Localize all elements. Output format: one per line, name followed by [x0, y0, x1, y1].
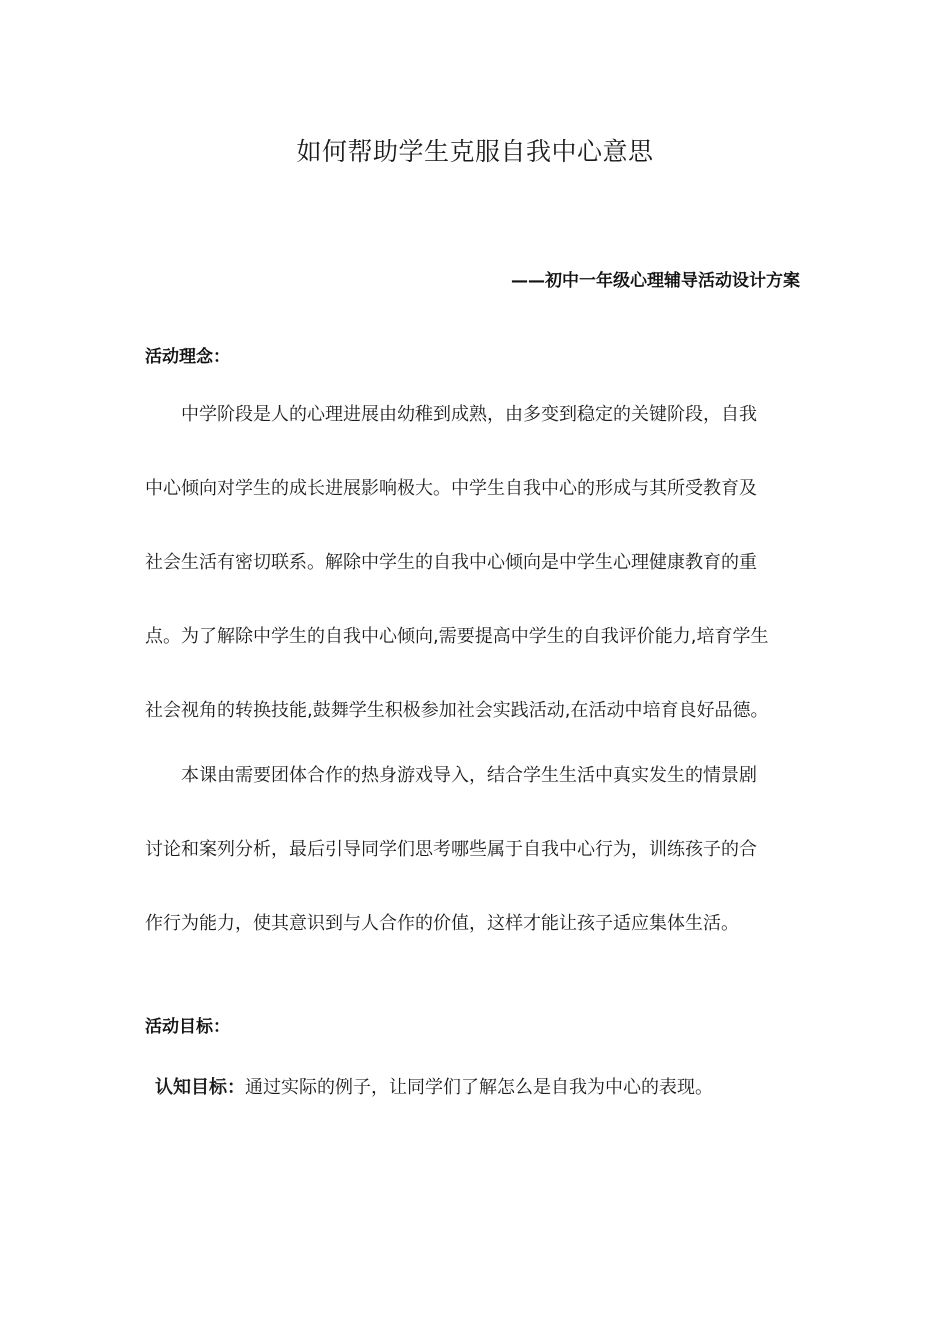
paragraph-line: 作行为能力，使其意识到与人合作的价值，这样才能让孩子适应集体生活。 [145, 913, 739, 934]
paragraph-line: 中心倾向对学生的成长进展影响极大。中学生自我中心的形成与其所受教育及 [145, 478, 757, 499]
paragraph-line: 本课由需要团体合作的热身游戏导入，结合学生生活中真实发生的情景剧 [181, 765, 757, 786]
paragraph-line: 讨论和案列分析，最后引导同学们思考哪些属于自我中心行为，训练孩子的合 [145, 839, 757, 860]
section-heading-concept: 活动理念： [145, 347, 230, 367]
paragraph-line: 中学阶段是人的心理进展由幼稚到成熟，由多变到稳定的关键阶段，自我 [181, 404, 757, 425]
concept-paragraph-2 [145, 764, 810, 986]
cognitive-goal-label: 认知目标： [155, 1077, 245, 1098]
paragraph-line: 点。为了解除中学生的自我中心倾向,需要提高中学生的自我评价能力,培育学生 [145, 626, 769, 647]
document-subtitle: ——初中一年级心理辅导活动设计方案 [511, 271, 800, 291]
concept-paragraph-1 [145, 403, 810, 773]
document-title: 如何帮助学生克服自我中心意思 [296, 137, 654, 166]
cognitive-goal [155, 1073, 713, 1099]
section-heading-goals: 活动目标： [145, 1017, 230, 1037]
cognitive-goal-text: 通过实际的例子，让同学们了解怎么是自我为中心的表现。 [245, 1077, 713, 1098]
paragraph-line: 社会生活有密切联系。解除中学生的自我中心倾向是中学生心理健康教育的重 [145, 552, 757, 573]
paragraph-line: 社会视角的转换技能,鼓舞学生积极参加社会实践活动,在活动中培育良好品德。 [145, 700, 769, 721]
